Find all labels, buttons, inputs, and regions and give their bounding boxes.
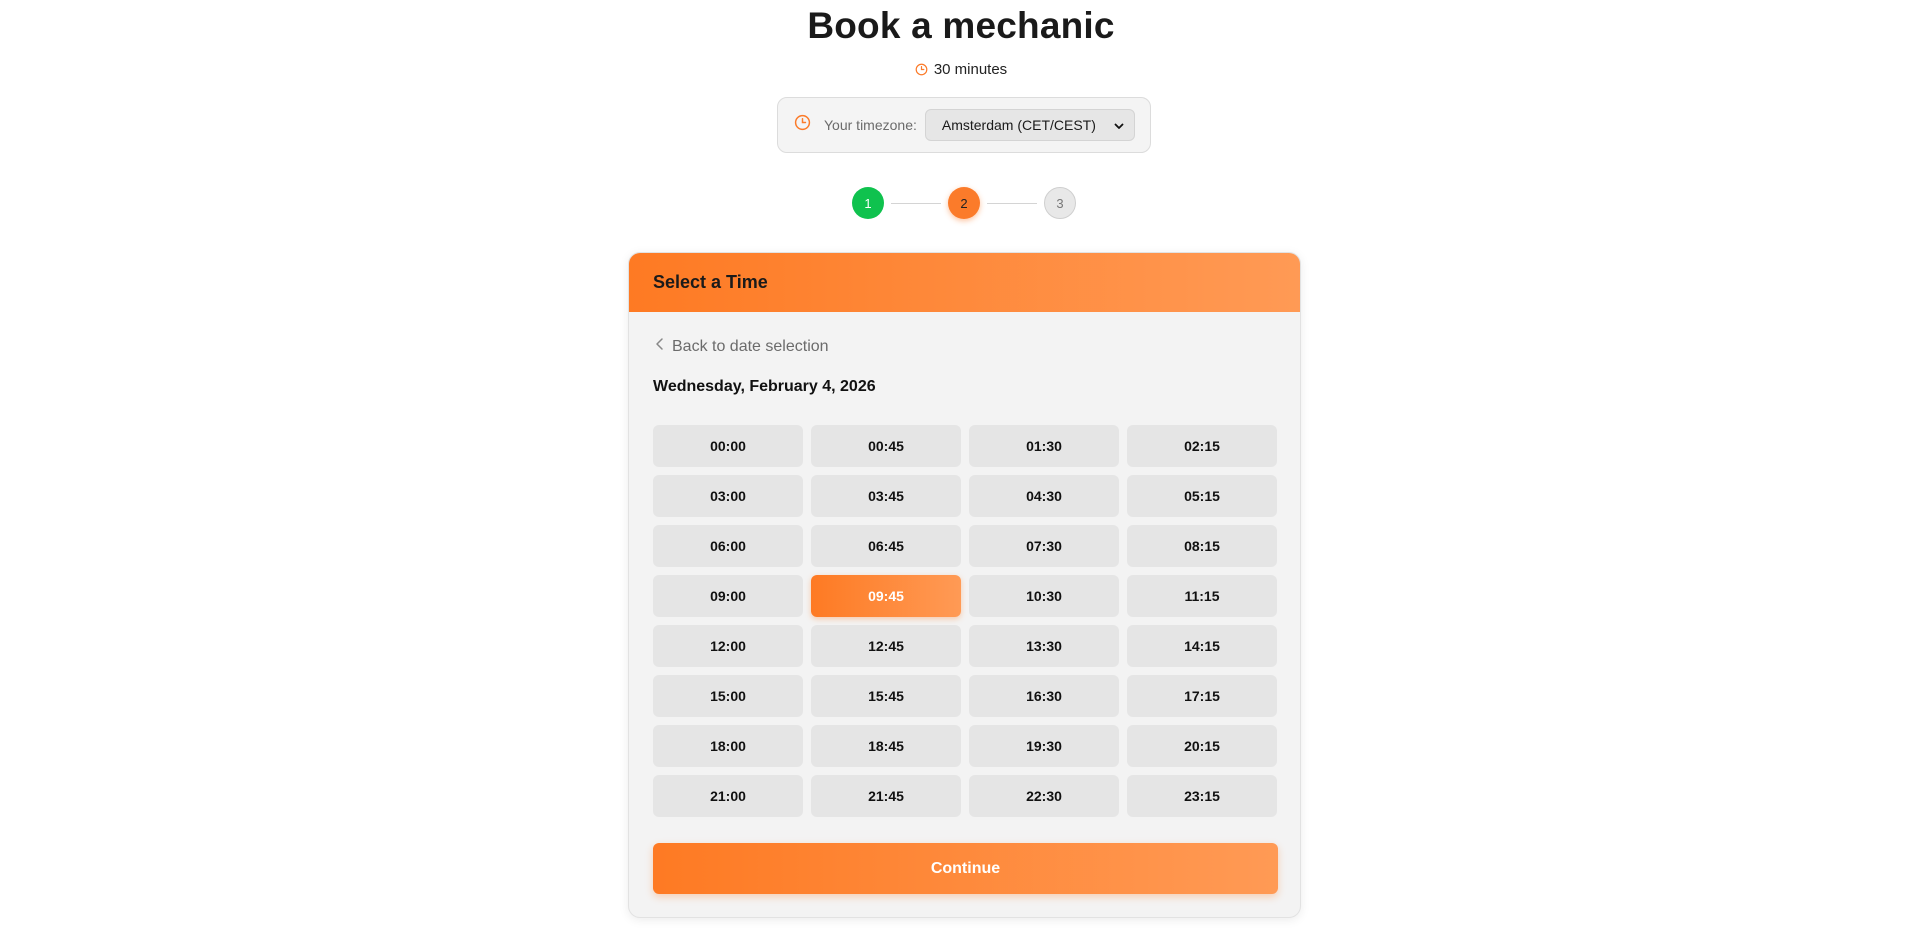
step-connector (987, 203, 1037, 204)
timezone-value: Amsterdam (CET/CEST) (941, 117, 1096, 133)
time-slot-button[interactable]: 06:45 (811, 525, 961, 567)
page-title: Book a mechanic (807, 5, 1115, 46)
chevron-down-icon (1113, 119, 1125, 135)
time-slot-button[interactable]: 17:15 (1127, 675, 1277, 717)
clock-icon (794, 114, 811, 136)
time-slot-button[interactable]: 20:15 (1127, 725, 1277, 767)
progress-stepper (852, 186, 1076, 220)
chevron-left-icon (654, 337, 666, 356)
step-connector (891, 203, 941, 204)
time-slot-button[interactable]: 05:15 (1127, 475, 1277, 517)
step-3: 3 (1044, 187, 1076, 219)
back-to-date-link[interactable] (654, 337, 829, 356)
continue-button[interactable]: Continue (653, 843, 1278, 894)
time-slot-button[interactable]: 11:15 (1127, 575, 1277, 617)
time-slot-button[interactable]: 23:15 (1127, 775, 1277, 817)
timezone-label: Your timezone: (824, 117, 917, 133)
clock-icon (915, 63, 928, 76)
time-slot-button[interactable]: 09:00 (653, 575, 803, 617)
time-slot-button[interactable]: 16:30 (969, 675, 1119, 717)
time-slot-button[interactable]: 08:15 (1127, 525, 1277, 567)
time-slot-grid (653, 425, 1278, 817)
time-slot-button[interactable]: 12:00 (653, 625, 803, 667)
time-slot-button[interactable]: 21:45 (811, 775, 961, 817)
time-slot-button[interactable]: 22:30 (969, 775, 1119, 817)
time-slot-button[interactable]: 12:45 (811, 625, 961, 667)
time-slot-button[interactable]: 18:45 (811, 725, 961, 767)
time-slot-button[interactable]: 09:45 (811, 575, 961, 617)
back-link-label: Back to date selection (672, 337, 829, 355)
duration-info (0, 61, 1922, 78)
step-1: 1 (852, 187, 884, 219)
time-slot-button[interactable]: 01:30 (969, 425, 1119, 467)
time-selection-card (628, 252, 1301, 918)
time-slot-button[interactable]: 15:45 (811, 675, 961, 717)
time-slot-button[interactable]: 07:30 (969, 525, 1119, 567)
time-slot-button[interactable]: 00:45 (811, 425, 961, 467)
time-slot-button[interactable]: 13:30 (969, 625, 1119, 667)
time-slot-button[interactable]: 04:30 (969, 475, 1119, 517)
timezone-select[interactable] (925, 109, 1135, 141)
duration-text: 30 minutes (933, 61, 1008, 78)
time-slot-button[interactable]: 02:15 (1127, 425, 1277, 467)
time-slot-button[interactable]: 03:45 (811, 475, 961, 517)
time-slot-button[interactable]: 06:00 (653, 525, 803, 567)
time-slot-button[interactable]: 19:30 (969, 725, 1119, 767)
card-header: Select a Time (629, 253, 1300, 312)
time-slot-button[interactable]: 18:00 (653, 725, 803, 767)
time-slot-button[interactable]: 10:30 (969, 575, 1119, 617)
timezone-picker (777, 97, 1151, 153)
time-slot-button[interactable]: 00:00 (653, 425, 803, 467)
time-slot-button[interactable]: 21:00 (653, 775, 803, 817)
selected-date-heading: Wednesday, February 4, 2026 (653, 378, 876, 395)
step-2: 2 (948, 187, 980, 219)
time-slot-button[interactable]: 03:00 (653, 475, 803, 517)
time-slot-button[interactable]: 15:00 (653, 675, 803, 717)
time-slot-button[interactable]: 14:15 (1127, 625, 1277, 667)
